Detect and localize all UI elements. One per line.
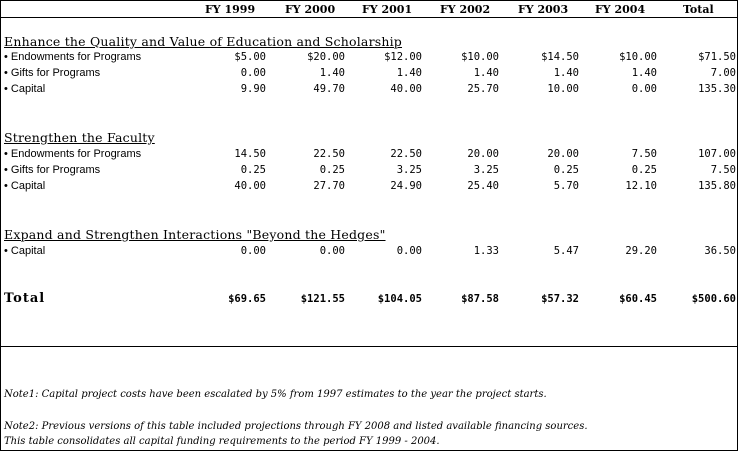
note-3: This table consolidates all capital funding requirements to the period FY 1999 - 2004.	[4, 436, 440, 447]
table-cell: 3.25	[396, 164, 422, 176]
section-title-education: Enhance the Quality and Value of Education and Scholarship	[4, 34, 403, 49]
table-cell: $14.50	[541, 51, 579, 63]
table-cell: 1.40	[631, 67, 657, 79]
table-cell: 7.50	[710, 164, 736, 176]
table-cell: 0.00	[240, 245, 266, 257]
note-1: Note1: Capital project costs have been escalated by 5% from 1997 estimates to the year the project starts.	[4, 389, 547, 400]
table-cell: 0.00	[240, 67, 266, 79]
total-cell: $57.32	[541, 293, 579, 305]
table-cell: 3.25	[473, 164, 499, 176]
table-cell: 0.25	[631, 164, 657, 176]
table-cell: 5.47	[553, 245, 579, 257]
table-cell: 9.90	[240, 83, 266, 95]
col-header-fy1999: FY 1999	[205, 3, 256, 16]
table-cell: 0.25	[319, 164, 345, 176]
table-cell: $20.00	[307, 51, 345, 63]
table-cell: 20.00	[467, 148, 499, 160]
table-cell: 40.00	[390, 83, 422, 95]
table-cell: 49.70	[313, 83, 345, 95]
row-label: • Capital	[4, 245, 46, 257]
section-title-faculty: Strengthen the Faculty	[4, 130, 155, 145]
notes-divider	[0, 346, 738, 347]
table-cell: 135.80	[698, 180, 736, 192]
table-cell: 0.00	[319, 245, 345, 257]
table-cell: $5.00	[234, 51, 266, 63]
total-cell: $69.65	[228, 293, 266, 305]
table-cell: 135.30	[698, 83, 736, 95]
table-cell: 1.40	[319, 67, 345, 79]
total-cell: $104.05	[377, 293, 422, 305]
col-header-fy2001: FY 2001	[362, 3, 413, 16]
table-cell: $10.00	[619, 51, 657, 63]
table-cell: 40.00	[234, 180, 266, 192]
table-cell: 107.00	[698, 148, 736, 160]
total-cell: $87.58	[461, 293, 499, 305]
table-cell: 22.50	[313, 148, 345, 160]
total-cell: $60.45	[619, 293, 657, 305]
table-cell: 36.50	[704, 245, 736, 257]
table-cell: 0.25	[240, 164, 266, 176]
table-cell: $12.00	[384, 51, 422, 63]
table-cell: 0.00	[631, 83, 657, 95]
table-cell: 5.70	[553, 180, 579, 192]
row-label: • Capital	[4, 83, 46, 95]
col-header-fy2003: FY 2003	[518, 3, 569, 16]
table-cell: 1.40	[553, 67, 579, 79]
col-header-fy2004: FY 2004	[595, 3, 646, 16]
table-cell: 0.00	[396, 245, 422, 257]
total-label: Total	[4, 291, 46, 306]
row-label: • Gifts for Programs	[4, 164, 101, 176]
table-cell: 20.00	[547, 148, 579, 160]
table-cell: 1.40	[396, 67, 422, 79]
note-2: Note2: Previous versions of this table included projections through FY 2008 and listed available financing sources.	[4, 421, 588, 432]
table-cell: 25.40	[467, 180, 499, 192]
row-label: • Capital	[4, 180, 46, 192]
table-cell: 7.50	[631, 148, 657, 160]
header-divider	[0, 17, 738, 18]
total-cell: $500.60	[691, 293, 736, 305]
row-label: • Endowments for Programs	[4, 148, 142, 160]
table-cell: 24.90	[390, 180, 422, 192]
table-cell: 22.50	[390, 148, 422, 160]
table-cell: $10.00	[461, 51, 499, 63]
table-cell: 12.10	[625, 180, 657, 192]
row-label: • Endowments for Programs	[4, 51, 142, 63]
col-header-fy2002: FY 2002	[440, 3, 491, 16]
table-cell: 1.33	[473, 245, 499, 257]
col-header-fy2000: FY 2000	[285, 3, 336, 16]
table-cell: 14.50	[234, 148, 266, 160]
table-cell: 25.70	[467, 83, 499, 95]
table-cell: 0.25	[553, 164, 579, 176]
table-cell: 7.00	[710, 67, 736, 79]
table-cell: $71.50	[698, 51, 736, 63]
col-header-total: Total	[683, 3, 714, 16]
section-title-hedges: Expand and Strengthen Interactions "Beyond the Hedges"	[4, 227, 386, 242]
table-cell: 1.40	[473, 67, 499, 79]
total-cell: $121.55	[300, 293, 345, 305]
row-label: • Gifts for Programs	[4, 67, 101, 79]
table-cell: 10.00	[547, 83, 579, 95]
table-cell: 29.20	[625, 245, 657, 257]
table-cell: 27.70	[313, 180, 345, 192]
